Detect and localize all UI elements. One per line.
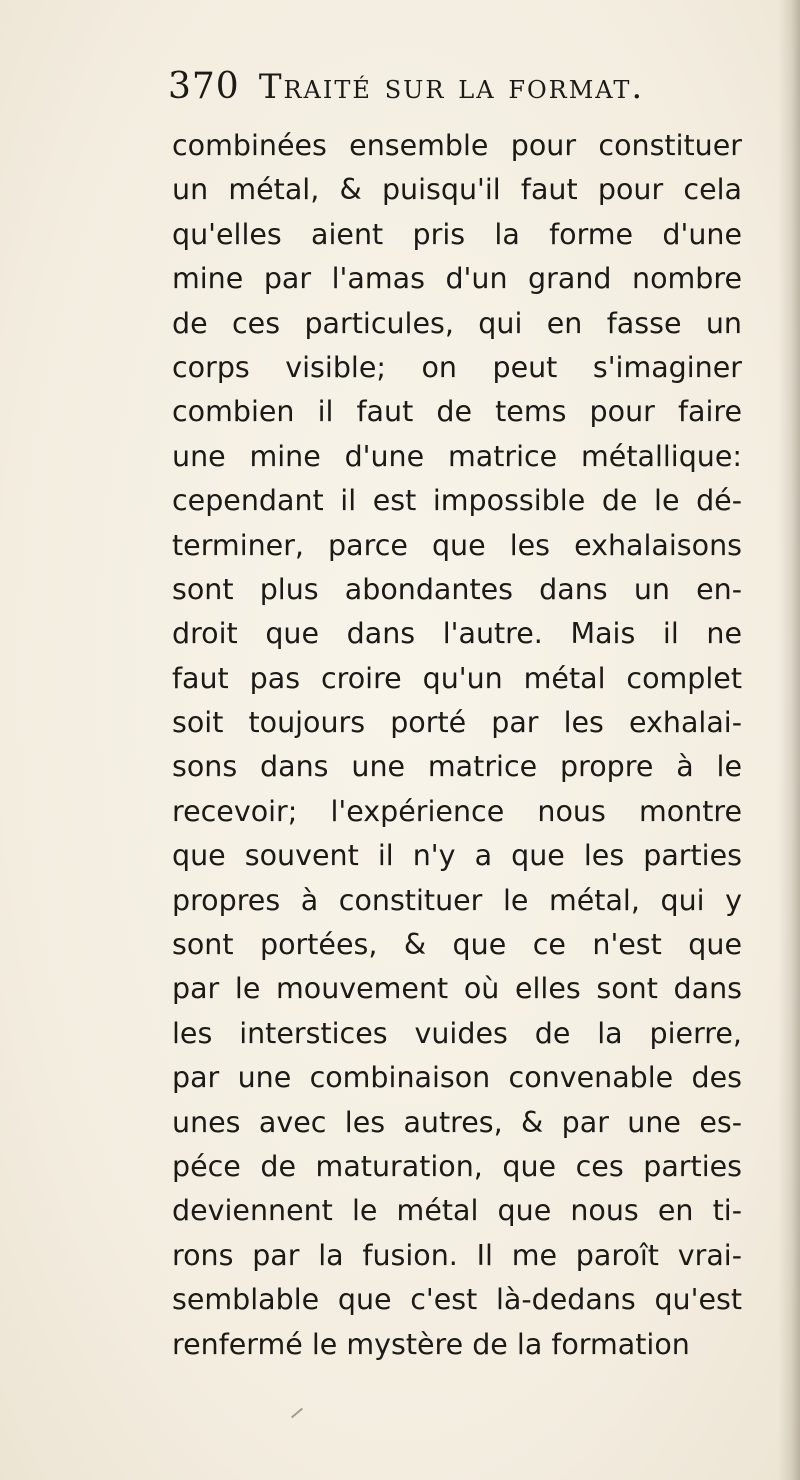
text-line: combinées ensemble pour constituer xyxy=(172,129,742,162)
text-line: par une combinaison convenable des xyxy=(172,1061,742,1095)
text-line: terminer, parce que les exhalaisons xyxy=(172,528,742,562)
running-head xyxy=(168,66,648,116)
page-number: 370 xyxy=(168,66,240,107)
text-line: une mine d'une matrice métallique: xyxy=(172,439,742,473)
text-line: de ces particules, qui en fasse un xyxy=(172,306,742,340)
text-line: par le mouvement où elles sont dans xyxy=(172,972,742,1006)
text-line: faut pas croire qu'un métal complet xyxy=(172,661,742,695)
text-line: qu'elles aient pris la forme d'une xyxy=(172,217,742,251)
text-line: sont plus abondantes dans un en- xyxy=(172,572,742,606)
text-line: un métal, & puisqu'il faut pour cela xyxy=(172,173,742,207)
page-edge-shadow xyxy=(778,0,800,1480)
text-line: soit toujours porté par les exhalai- xyxy=(172,706,742,740)
text-line: rons par la fusion. Il me paroît vrai- xyxy=(172,1238,742,1272)
text-line: sont portées, & que ce n'est que xyxy=(172,928,742,962)
text-line: combien il faut de tems pour faire xyxy=(172,395,742,429)
text-line: péce de maturation, que ces parties xyxy=(172,1149,742,1183)
ink-mark xyxy=(291,1408,303,1419)
text-line: recevoir; l'expérience nous montre xyxy=(172,794,742,828)
text-line: corps visible; on peut s'imaginer xyxy=(172,350,742,384)
text-line: les interstices vuides de la pierre, xyxy=(172,1016,742,1050)
text-line: droit que dans l'autre. Mais il ne xyxy=(172,617,742,651)
text-line: cependant il est impossible de le dé- xyxy=(172,484,742,518)
running-title: Traité sur la format. xyxy=(258,67,645,107)
text-line: deviennent le métal que nous en ti- xyxy=(172,1194,742,1228)
text-line: propres à constituer le métal, qui y xyxy=(172,883,742,917)
text-line: unes avec les autres, & par une es- xyxy=(172,1105,742,1139)
text-line: que souvent il n'y a que les parties xyxy=(172,839,742,873)
text-line: sons dans une matrice propre à le xyxy=(172,750,742,784)
text-line: renfermé le mystère de la formation xyxy=(172,1327,690,1361)
text-line: mine par l'amas d'un grand nombre xyxy=(172,262,742,296)
text-line: semblable que c'est là-dedans qu'est xyxy=(172,1283,742,1317)
body-text xyxy=(172,124,742,1367)
